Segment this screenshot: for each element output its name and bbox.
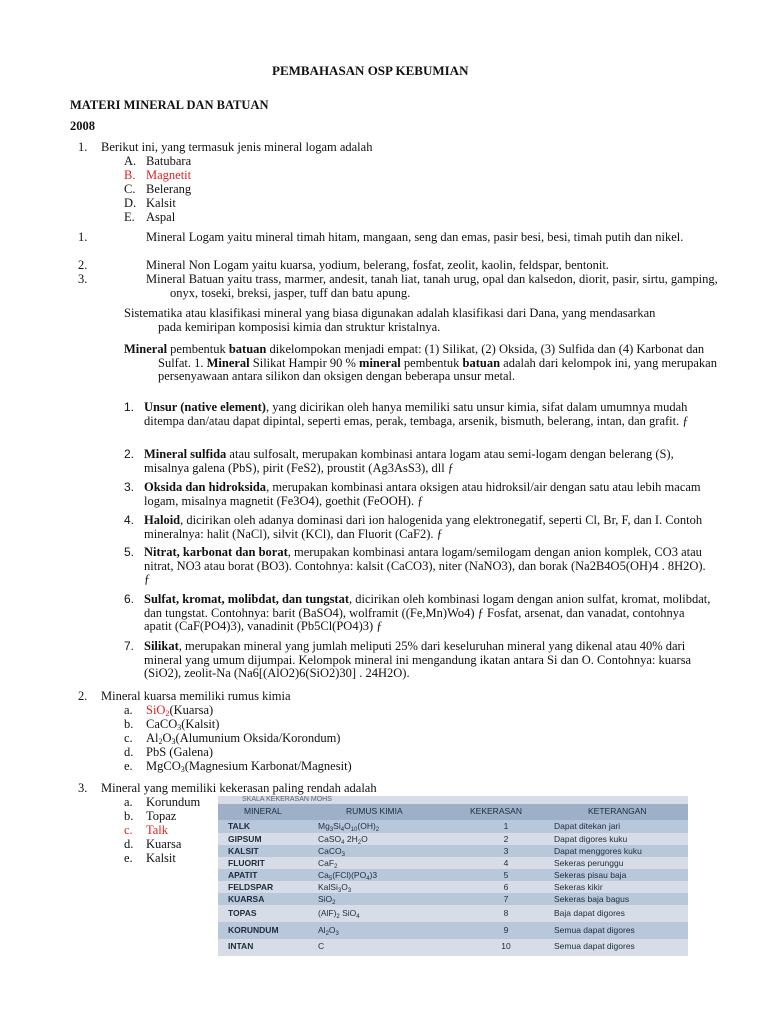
mineral-class-description: , yang dicirikan oleh hanya memiliki satu unsur kimia, sifat dalam umumnya mudah ditempa dan/atau dapat dipintal, seperti emas, perak, tembaga, arsenik, bismuth, belerang, intan, dan grafit. ƒ: [144, 400, 689, 428]
q3-option-letter: c.: [124, 823, 133, 837]
formula-subscript: 3: [177, 723, 182, 732]
formula-part: Si: [333, 821, 341, 831]
mineral-class-number: 5.: [124, 545, 135, 559]
chemical-formula: [146, 745, 166, 759]
note-cell: Dapat ditekan jari: [554, 821, 621, 831]
mineral-class-name: Nitrat, karbonat dan borat: [144, 545, 288, 559]
q3-text: Mineral yang memiliki kekerasan paling rendah adalah: [101, 781, 377, 795]
year-heading: 2008: [70, 119, 95, 133]
mohs-hardness-table: [218, 796, 688, 956]
mineral-class-name: Sulfat, kromat, molibdat, dan tungstat: [144, 592, 350, 606]
mineral-class-item: [124, 514, 712, 541]
formula-part: (AlF): [318, 908, 337, 918]
mineral-class-number: 3.: [124, 480, 135, 494]
mineral-name: (Kuarsa): [169, 703, 214, 717]
mineral-class-item: [124, 481, 712, 508]
q1-option-letter: E.: [124, 210, 135, 224]
mineral-class-number: 2.: [124, 447, 135, 461]
table-row: [218, 833, 688, 845]
formula-part: CaF: [318, 857, 335, 868]
formula-subscript: 4: [366, 875, 370, 882]
formula-cell: [318, 821, 379, 832]
mineral-class-item: [124, 401, 712, 428]
q1-option-text: Aspal: [146, 210, 176, 224]
formula-subscript: 3: [335, 931, 339, 937]
q2-option-text: [146, 731, 340, 745]
q1-option-letter: B.: [124, 168, 136, 182]
mineral-class-number: 6.: [124, 592, 135, 606]
mineral-class-name: Unsur (native element): [144, 400, 266, 414]
formula-subscript: 3: [347, 887, 352, 894]
q1-option-text: Belerang: [146, 182, 192, 196]
hardness-cell: 6: [503, 881, 509, 892]
mineral-name: (Alumunium Oksida/Korondum): [175, 731, 341, 745]
mineral-class-description: , dicirikan oleh kombinasi logam dengan anion sulfat, kromat, molibdat, dan tungstat. Contohnya: barit (BaSO4), wolframit ((Fe,Mn)Wo4) ƒ Fosfat, arsenat, dan vanadat, contohnya apatit (CaF(PO4)3), vanadinit (Pb5Cl(PO4)3) ƒ: [144, 592, 711, 634]
formula-part: SiO: [146, 703, 166, 717]
chemical-formula: [146, 717, 181, 731]
classification-paragraph: Sistematika atau klasifikasi mineral yang biasa digunakan adalah klasifikasi dari Dana, yang mendasarkan pada kemiripan komposisi kimia dan struktur kristalnya.: [124, 306, 656, 334]
q1-number: 1.: [78, 140, 88, 154]
q2-option-text: [146, 703, 213, 717]
formula-part: Mg: [318, 821, 330, 831]
note-cell: Dapat menggores kuku: [554, 845, 642, 856]
formula-cell: [318, 908, 360, 919]
mineral-class-name: Haloid: [144, 513, 181, 527]
hardness-cell: 3: [503, 845, 509, 856]
formula-part: O: [328, 925, 336, 935]
formula-cell: [318, 894, 336, 905]
note-cell: Baja dapat digores: [554, 908, 625, 918]
formula-cell: [318, 941, 324, 952]
table-row: [218, 922, 688, 939]
q3-number: 3.: [78, 781, 88, 795]
q1-option-letter: D.: [124, 196, 137, 210]
formula-subscript: 4: [340, 827, 345, 833]
formula-cell: [318, 834, 368, 845]
mineral-cell: FLUORIT: [228, 857, 265, 868]
mineral-cell: GIPSUM: [228, 833, 262, 844]
formula-part: KalSi: [318, 881, 338, 892]
q3-option-letter: a.: [124, 795, 133, 809]
q1-note-text: Mineral Batuan yaitu trass, marmer, andesit, tanah liat, tanah urug, opal dan kalsedon, diorit, pasir, sirtu, gamping, onyx, toseki, breksi, jasper, tuff dan batu apung.: [146, 272, 718, 300]
chemical-formula: [146, 731, 176, 745]
formula-subscript: 3: [171, 737, 176, 746]
mineral-class-description: atau sulfosalt, merupakan kombinasi antara logam atau semi-logam dengan belerang (S), misalnya galena (PbS), pirit (FeS2), proustit (Ag3AsS3), dll ƒ: [144, 447, 674, 475]
mineral-cell: TALK: [228, 821, 251, 831]
table-row: [218, 939, 688, 953]
mineral-cell: INTAN: [228, 940, 254, 951]
note-cell: Dapat digores kuku: [554, 833, 628, 844]
table-row: [218, 857, 688, 869]
formula-subscript: 5: [328, 875, 333, 882]
q1-note-text: Mineral Logam yaitu mineral timah hitam, mangaan, seng dan emas, pasir besi, besi, timah putih dan nikel.: [146, 230, 684, 244]
note-cell: Semua dapat digores: [554, 940, 635, 951]
chemical-formula: [146, 703, 169, 717]
term-batuan-2: batuan: [462, 355, 501, 370]
formula-part: O: [162, 731, 172, 745]
q2-option-text: [146, 717, 219, 731]
formula-subscript: 2: [336, 914, 340, 920]
mineral-name: (Magnesium Karbonat/Magnesit): [184, 759, 352, 773]
q1-note-item: [78, 258, 736, 273]
q2-option-letter: c.: [124, 731, 133, 745]
q2-option-letter: b.: [124, 717, 134, 731]
formula-part: )3: [369, 869, 378, 880]
mineral-class-name: Mineral sulfida: [144, 447, 227, 461]
formula-part: SiO: [318, 893, 333, 904]
formula-cell: [318, 858, 337, 869]
formula-part: O: [361, 833, 368, 844]
table-header-cell: MINERAL: [244, 806, 282, 816]
hardness-cell: 9: [503, 925, 509, 935]
table-row: [218, 845, 688, 857]
mineral-class-name: Silikat: [144, 639, 179, 653]
q2-option-text: [146, 745, 213, 759]
table-row: [218, 893, 688, 905]
formula-part: (FCl)(PO: [332, 869, 367, 880]
formula-part: CaCO: [146, 717, 178, 731]
formula-subscript: 2: [375, 827, 380, 833]
formula-subscript: 2: [325, 931, 329, 937]
formula-cell: [318, 870, 377, 881]
formula-part: MgCO: [146, 759, 181, 773]
section-heading: MATERI MINERAL DAN BATUAN: [70, 98, 269, 112]
table-row: [218, 820, 688, 833]
q1-option-text: Batubara: [146, 154, 192, 168]
formula-cell: [318, 846, 345, 857]
note-cell: Sekeras baja bagus: [554, 893, 630, 904]
formula-subscript: 4: [356, 914, 360, 920]
note-cell: Semua dapat digores: [554, 925, 635, 935]
formula-part: PbS: [146, 745, 167, 759]
hardness-cell: 7: [503, 893, 509, 904]
hardness-cell: 1: [503, 821, 509, 831]
mineral-cell: TOPAS: [228, 908, 257, 918]
mineral-cell: KUARSA: [228, 893, 265, 904]
mineral-cell: KORUNDUM: [228, 925, 279, 935]
q1-note-text: Mineral Non Logam yaitu kuarsa, yodium, belerang, fosfat, zeolit, kaolin, feldspar, bentonit.: [146, 258, 609, 272]
table-header-cell: KEKERASAN: [470, 806, 522, 816]
formula-cell: [318, 925, 339, 936]
q1-option-text: Kalsit: [146, 196, 176, 210]
mineral-name: (Kalsit): [181, 717, 220, 731]
formula-part: CaCO: [318, 845, 342, 856]
formula-part: O: [344, 821, 351, 831]
hardness-cell: 5: [503, 869, 509, 880]
formula-subscript: 3: [180, 765, 185, 774]
table-row: [218, 869, 688, 881]
table-row: [218, 881, 688, 893]
mineral-class-description: , merupakan kombinasi antara logam/semilogam dengan anion komplek, CO3 atau nitrat, NO3 atau borat (BO3). Contohnya: kalsit (CaCO3), niter (NaNO3), dan borak (Na2B4O5(OH)4 . 8H2O). ƒ: [144, 545, 706, 587]
q3-option-letter: d.: [124, 837, 134, 851]
formula-subscript: 10: [350, 827, 358, 833]
q2-option-letter: e.: [124, 759, 133, 773]
mineral-class-description: , merupakan mineral yang jumlah meliputi 25% dari keseluruhan mineral yang dikenal atau 40% dari mineral yang umum dijumpai. Kelompok mineral ini mengandung ikatan antara Si dan O. Contohnya: kuarsa (SiO2), zeolit-Na (Na6[(AlO2)6(SiO2)30] . 24H2O).: [144, 639, 692, 681]
mineral-class-name: Oksida dan hidroksida: [144, 480, 267, 494]
formula-subscript: 2: [158, 737, 163, 746]
formula-part: O: [341, 881, 348, 892]
page-title: PEMBAHASAN OSP KEBUMIAN: [272, 63, 469, 78]
mineral-cell: APATIT: [228, 869, 258, 880]
table-header-cell: RUMUS KIMIA: [346, 806, 403, 816]
formula-subscript: 3: [341, 851, 345, 858]
chemical-formula: [146, 759, 185, 773]
mineral-cell: FELDSPAR: [228, 881, 274, 892]
term-mineral-3: mineral: [359, 355, 401, 370]
q1-note-number: 1.: [78, 230, 88, 244]
q3-option-text: Kalsit: [146, 851, 176, 865]
formula-part: C: [318, 940, 325, 951]
q1-note-number: 3.: [78, 272, 88, 286]
hardness-cell: 10: [501, 940, 511, 951]
formula-part: (OH): [357, 821, 376, 831]
mineral-class-number: 7.: [124, 639, 135, 653]
mineral-name: (Galena): [166, 745, 214, 759]
formula-part: CaSO: [318, 833, 342, 844]
formula-part: SiO: [339, 908, 357, 918]
formula-subscript: 2: [357, 839, 362, 846]
note-cell: Sekeras kikir: [554, 881, 603, 892]
table-row: [218, 905, 688, 922]
mineral-class-description: , merupakan kombinasi antara oksigen atau hidroksil/air dengan satu atau lebih macam logam, misalnya magnetit (Fe3O4), goethit (FeOOH). ƒ: [144, 480, 701, 508]
q3-option-text: Talk: [146, 823, 169, 837]
formula-part: 2H: [344, 833, 358, 844]
formula-subscript: 4: [341, 839, 345, 846]
formula-part: Al: [318, 925, 326, 935]
q3-option-text: Korundum: [146, 795, 201, 809]
q1-text: Berikut ini, yang termasuk jenis mineral logam adalah: [101, 140, 373, 154]
mineral-class-item: [124, 640, 712, 681]
q2-text: Mineral kuarsa memiliki rumus kimia: [101, 689, 291, 703]
q1-option-letter: A.: [124, 154, 137, 168]
table-header-row: [218, 804, 688, 820]
mineral-class-item: [124, 593, 712, 634]
formula-subscript: 2: [332, 899, 336, 906]
q3-option-letter: e.: [124, 851, 133, 865]
formula-subscript: 2: [165, 709, 170, 718]
formula-subscript: 2: [334, 863, 338, 870]
q1-option-text: Magnetit: [146, 168, 192, 182]
mineral-class-number: 1.: [124, 400, 135, 414]
formula-subscript: 3: [337, 887, 342, 894]
note-cell: Sekeras pisau baja: [554, 869, 627, 880]
q3-option-letter: b.: [124, 809, 134, 823]
hardness-cell: 2: [503, 833, 509, 844]
mineral-class-description: , dicirikan oleh adanya dominasi dari ion halogenida yang elektronegatif, seperti Cl, Br, F, dan I. Contoh mineralnya: halit (NaCl), silvit (KCl), dan Fluorit (CaF2). ƒ: [144, 513, 703, 541]
q1-option-letter: C.: [124, 182, 136, 196]
term-batuan: batuan: [228, 342, 267, 356]
mineral-cell: KALSIT: [228, 845, 259, 856]
q2-option-letter: a.: [124, 703, 133, 717]
note-cell: Sekeras perunggu: [554, 857, 624, 868]
q2-option-letter: d.: [124, 745, 134, 759]
formula-part: Al: [146, 731, 159, 745]
q1-note-item: [78, 230, 736, 245]
term-mineral-2: Mineral: [206, 355, 250, 370]
formula-cell: [318, 882, 351, 893]
q3-option-text: Kuarsa: [146, 837, 182, 851]
mineral-class-number: 4.: [124, 513, 135, 527]
hardness-cell: 8: [503, 908, 509, 918]
formula-subscript: 3: [329, 827, 334, 833]
q2-option-text: [146, 759, 352, 773]
table-caption: SKALA KEKERASAN MOHS: [242, 796, 332, 803]
table-header-cell: KETERANGAN: [588, 806, 647, 816]
q3-option-text: Topaz: [146, 809, 177, 823]
q1-note-item: [78, 272, 736, 300]
formula-part: Ca: [318, 869, 329, 880]
term-mineral: Mineral: [124, 342, 168, 356]
mineral-class-item: [124, 546, 712, 587]
q2-number: 2.: [78, 689, 88, 703]
q1-note-number: 2.: [78, 258, 88, 272]
mineral-group-paragraph: Mineral pembentuk batuan dikelompokan menjadi empat: (1) Silikat, (2) Oksida, (3) Sulfida dan (4) Karbonat dan Sulfat. 1. Mineral Silikat Hampir 90 % mineral pembentuk batuan adalah dari kelompok ini, yang merupakan persenyawaan antara silikon dan oksigen dengan beberapa unsur metal.: [124, 342, 717, 384]
mineral-class-item: [124, 448, 712, 475]
hardness-cell: 4: [503, 857, 509, 868]
